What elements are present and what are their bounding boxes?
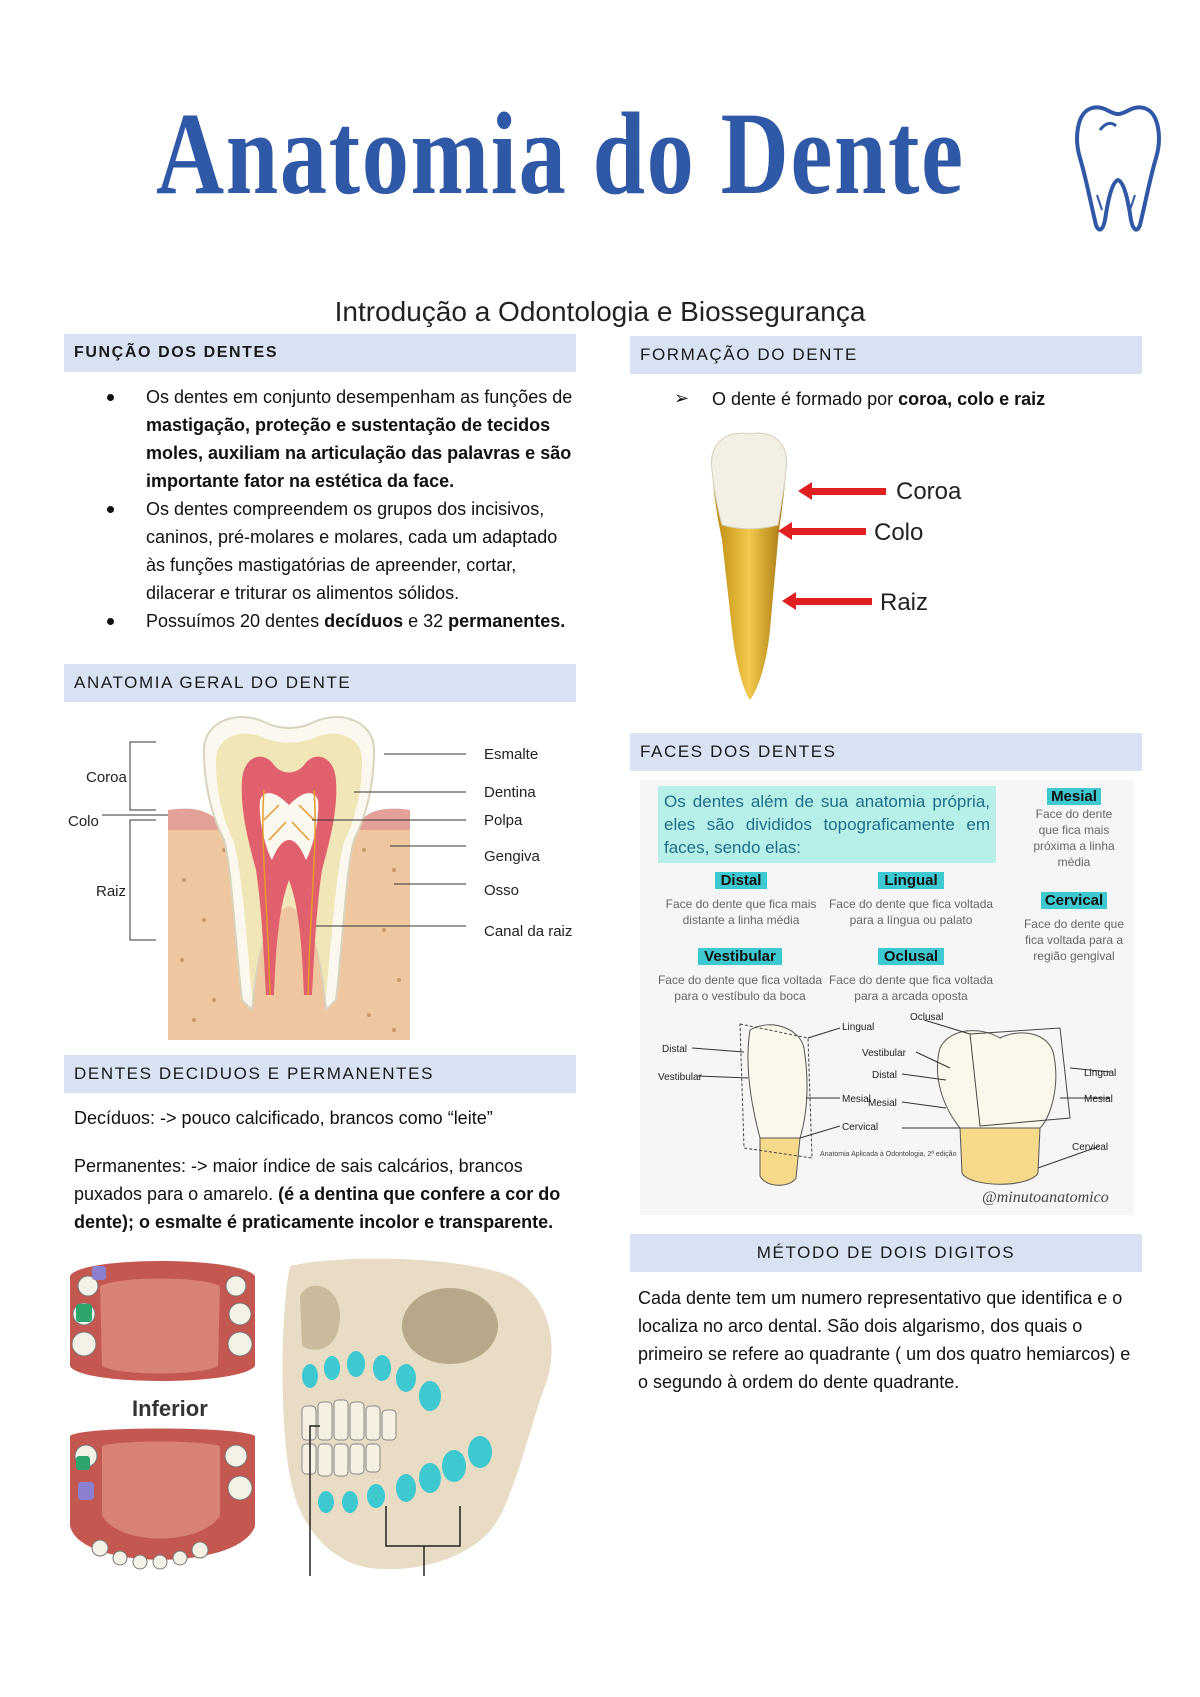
face-cervical: Cervical Face do dente que fica voltada para a região gengival (1023, 892, 1125, 963)
diag-cervical-2: Cervical (1072, 1142, 1109, 1153)
deciduos-text (74, 1104, 574, 1236)
faces-diagram (640, 1008, 1134, 1215)
tooth-parts-figure (700, 430, 962, 706)
deciduos-p2: Permanentes: -> maior índice de sais calcários, brancos puxados para o amarelo. (é a dentina que confere a cor do dente); o esmalte é praticamente incolor e transparente. (74, 1156, 561, 1232)
diag-lingual-1: Lingual (842, 1022, 875, 1033)
arrow-colo (778, 522, 866, 540)
deciduos-p1: Decíduos: -> pouco calcificado, brancos como “leite” (74, 1108, 493, 1128)
face-mesial: Mesial Face do dente que fica mais próxima a linha média (1033, 788, 1115, 869)
label-gengiva: Gengiva (484, 848, 540, 865)
face-vestibular: Vestibular Face do dente que fica voltada para o vestíbulo da boca (657, 948, 823, 1003)
label-dentina: Dentina (484, 784, 536, 801)
label-osso: Osso (484, 882, 520, 899)
diag-vestibular-1: Vestibular (658, 1072, 702, 1083)
metodo-text: Cada dente tem um numero representativo que identifica e o localiza no arco dental. São dois algarismo, dos quais o primeiro se refere ao quadrante ( um dos quatro hemiarcos) e o segundo à ordem do dente quadrante. (638, 1288, 1131, 1392)
diag-oclusal: Oclusal (910, 1012, 944, 1023)
diag-distal-1: Distal (662, 1044, 688, 1055)
diag-mesial-3: Mesial (1084, 1094, 1113, 1105)
diagram-source: Anatomia Aplicada à Odontologia, 2ª edição (820, 1151, 957, 1158)
label-coroa-left: Coroa (86, 769, 127, 786)
face-distal: Distal Face do dente que fica mais distante a linha média (665, 872, 817, 927)
section-heading-funcao: FUNÇÃO DOS DENTES (64, 334, 576, 372)
tooth-icon (1072, 100, 1164, 235)
label-coroa: Coroa (896, 478, 962, 505)
funcao-bullet-1: Os dentes em conjunto desempenham as funções de mastigação, proteção e sustentação de tecidos moles, auxiliam na articulação das palavras e são importante fator na estética da face. (64, 383, 574, 495)
section-heading-faces: FACES DOS DENTES (630, 733, 1142, 771)
face-lingual: Lingual Face do dente que fica voltada para a língua ou palato (828, 872, 994, 927)
arrow-coroa (798, 482, 886, 500)
label-inferior: Inferior (132, 1396, 208, 1421)
funcao-list (64, 383, 574, 635)
subtitle: Introdução a Odontologia e Biossegurança (334, 296, 866, 327)
arrow-bullet-icon: ➢ (674, 388, 690, 408)
dentition-figure (40, 1256, 600, 1576)
lower-arch (70, 1429, 255, 1570)
funcao-bullet-3: Possuímos 20 dentes decíduos e 32 permanentes. (64, 607, 574, 635)
section-heading-formacao: FORMAÇÃO DO DENTE (630, 336, 1142, 374)
tooth-anatomy-figure (64, 710, 584, 1040)
label-raiz: Raiz (880, 589, 929, 616)
face-oclusal: Oclusal Face do dente que fica voltada para a arcada oposta (828, 948, 994, 1003)
section-heading-metodo: MÉTODO DE DOIS DIGITOS (630, 1234, 1142, 1272)
section-heading-anatomia: ANATOMIA GERAL DO DENTE (64, 664, 576, 702)
funcao-bullet-2: Os dentes compreendem os grupos dos incisivos, caninos, pré-molares e molares, cada um adaptado às funções mastigatórias de apreender, cortar, dilacerar e triturar os alimentos sólidos. (64, 495, 574, 607)
skull-shape (283, 1259, 552, 1570)
arrow-raiz (782, 592, 872, 610)
diag-distal-2: Distal (872, 1070, 898, 1081)
label-canal-raiz: Canal da raiz (484, 923, 573, 940)
diag-mesial-2: Mesial (868, 1098, 897, 1109)
faces-intro: Os dentes além de sua anatomia própria, eles são divididos topograficamente em faces, sendo elas: (658, 786, 996, 863)
formacao-text: ➢ O dente é formado por coroa, colo e raiz (674, 385, 1134, 413)
label-colo-left: Colo (68, 813, 99, 830)
label-colo: Colo (874, 519, 924, 546)
label-polpa: Polpa (484, 812, 523, 829)
upper-arch (70, 1261, 255, 1381)
diag-vestibular-2: Vestibular (862, 1048, 906, 1059)
diag-lingual-2: Lingual (1084, 1068, 1117, 1079)
tooth-crown-shape (712, 433, 787, 529)
page-title: Anatomia do Dente (156, 88, 965, 219)
label-esmalte: Esmalte (484, 746, 539, 763)
label-raiz-left: Raiz (96, 883, 127, 900)
diag-mesial-1: Mesial (842, 1094, 871, 1105)
diag-cervical-1: Cervical (842, 1122, 879, 1133)
faces-infographic (640, 780, 1134, 1215)
section-heading-deciduos: DENTES DECIDUOS E PERMANENTES (64, 1055, 576, 1093)
credit-handle: @minutoanatomico (982, 1189, 1109, 1206)
